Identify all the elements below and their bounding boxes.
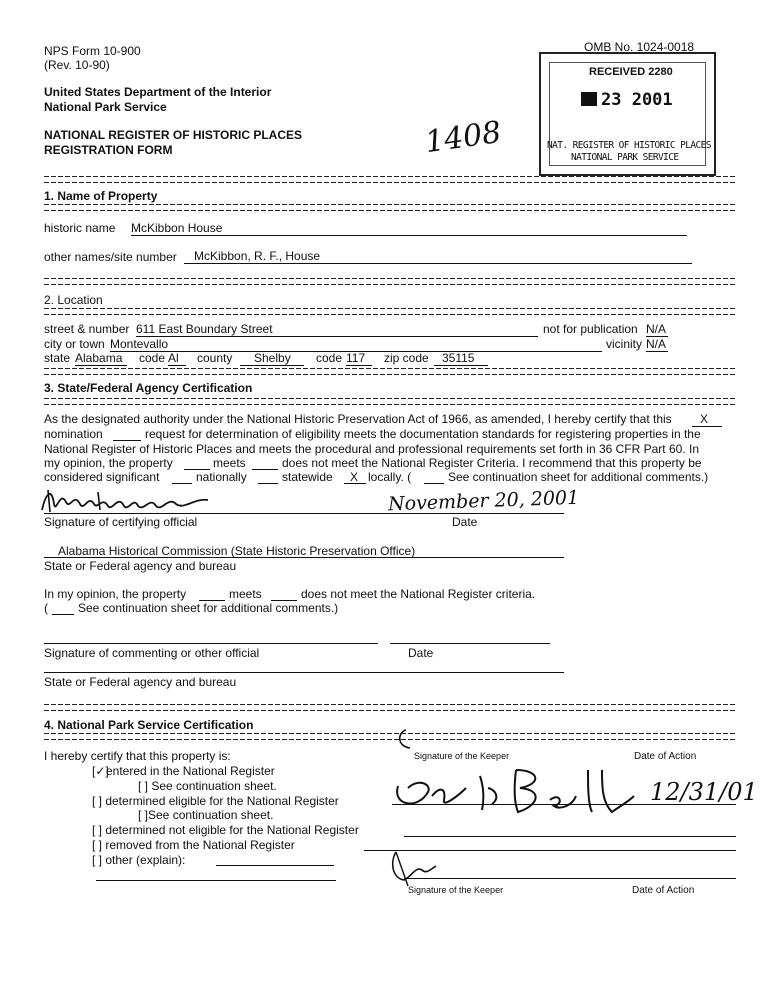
omb-number: OMB No. 1024-0018 <box>584 40 695 54</box>
locally-mark: X <box>350 470 359 484</box>
not-for-publication-label: not for publication <box>543 322 638 336</box>
option-entered-continuation: [ ] See continuation sheet. <box>138 779 277 793</box>
field-line <box>258 483 278 484</box>
section1-heading: 1. Name of Property <box>44 189 158 203</box>
field-line <box>52 614 74 615</box>
cert-para-line2a: nomination <box>44 427 103 441</box>
option-entered: entered in the National Register <box>106 764 275 778</box>
state-label: state <box>44 351 71 365</box>
opinion-text-d: See continuation sheet for additional comments.) <box>78 601 339 615</box>
city-label: city or town <box>44 337 105 351</box>
field-line <box>44 557 564 558</box>
keeper-signature <box>388 726 638 816</box>
county-value: Shelby <box>254 351 291 365</box>
field-line <box>136 336 538 337</box>
stamp-date: 23 2001 <box>601 90 673 110</box>
agency-value: Alabama Historical Commission (State Historic Preservation Office) <box>58 544 416 558</box>
certifying-signature <box>38 484 218 516</box>
certify-statement: I hereby certify that this property is: <box>44 749 231 763</box>
date-of-action-label: Date of Action <box>634 751 697 762</box>
stamp-month-blot <box>581 92 597 106</box>
state-value: Alabama <box>75 351 123 365</box>
field-line <box>131 235 687 236</box>
signature-line <box>44 513 564 514</box>
divider <box>44 308 736 315</box>
cert-para-line4c: does not meet the National Register Criteria. I recommend that this property be <box>282 456 702 470</box>
field-line <box>404 836 736 837</box>
option-not-eligible: [ ] determined not eligible for the National Register <box>92 823 359 837</box>
form-title-line1: NATIONAL REGISTER OF HISTORIC PLACES <box>44 128 303 142</box>
street-label: street & number <box>44 322 130 336</box>
cert-para-line5b: nationally <box>196 470 247 484</box>
cert-para-line3: National Register of Historic Places and meets the procedural and professional requirements set forth in 36 CFR Part 60. In <box>44 442 699 456</box>
certifying-date-label: Date <box>452 515 478 529</box>
opinion-text-c: does not meet the National Register criteria. <box>301 587 536 601</box>
field-line <box>113 440 141 441</box>
opinion-text-b: meets <box>229 587 262 601</box>
certifying-date-handwritten: November 20, 2001 <box>387 486 580 516</box>
divider <box>44 176 736 183</box>
date-of-action-value: 12/31/01 <box>650 778 758 806</box>
cert-para-line2b: request for determination of eligibility meets the documentation standards for registering properties in the <box>145 427 701 441</box>
keeper-signature-label-2: Signature of the Keeper <box>408 885 504 895</box>
option-removed: [ ] removed from the National Register <box>92 838 295 852</box>
section2-heading: 2. Location <box>44 293 103 307</box>
historic-name-value: McKibbon House <box>131 221 223 235</box>
section3-heading: 3. State/Federal Agency Certification <box>44 381 253 395</box>
handwritten-reference-number: 1408 <box>422 114 504 161</box>
field-line <box>184 263 692 264</box>
field-line <box>216 865 334 866</box>
date-of-action-label-2: Date of Action <box>632 885 695 896</box>
field-line <box>168 365 186 366</box>
form-revision: (Rev. 10-90) <box>44 58 110 72</box>
state-code-label: code <box>139 351 166 365</box>
field-line <box>434 365 488 366</box>
opinion-text-a: In my opinion, the property <box>44 587 187 601</box>
county-code-label: code <box>316 351 343 365</box>
street-value: 611 East Boundary Street <box>136 322 273 336</box>
divider <box>44 278 736 285</box>
field-line <box>424 483 444 484</box>
stamp-line2: NATIONAL PARK SERVICE <box>571 152 679 163</box>
opinion-paren: ( <box>44 601 48 615</box>
cert-para-line5a: considered significant <box>44 470 160 484</box>
section4-heading: 4. National Park Service Certification <box>44 718 254 732</box>
vicinity-value: N/A <box>646 337 667 351</box>
stamp-line1: NAT. REGISTER OF HISTORIC PLACES <box>547 140 711 151</box>
field-line <box>346 365 372 366</box>
stamp-received: RECEIVED 2280 <box>589 66 673 78</box>
county-code-value: 117 <box>346 351 366 365</box>
certifying-signature-label: Signature of certifying official <box>44 515 198 529</box>
form-number: NPS Form 10-900 <box>44 44 141 58</box>
entered-checkbox-mark: [✓] <box>92 764 109 778</box>
nomination-mark: X <box>700 412 709 426</box>
field-line <box>240 365 304 366</box>
date-line <box>390 643 550 644</box>
option-other: [ ] other (explain): <box>92 853 186 867</box>
option-eligible: [ ] determined eligible for the National Register <box>92 794 339 808</box>
field-line <box>344 483 366 484</box>
cert-para-line4a: my opinion, the property <box>44 456 173 470</box>
cert-para-line4b: meets <box>213 456 246 470</box>
city-value: Montevallo <box>110 337 169 351</box>
state-code-value: Al <box>168 351 179 365</box>
form-title-line2: REGISTRATION FORM <box>44 143 173 157</box>
cert-para-line5c: statewide <box>282 470 333 484</box>
cert-para-line5d: locally. ( <box>368 470 412 484</box>
county-label: county <box>197 351 233 365</box>
received-stamp <box>539 52 716 176</box>
service: National Park Service <box>44 100 167 114</box>
signature-line <box>392 804 736 805</box>
field-line <box>75 365 127 366</box>
commenting-signature-label: Signature of commenting or other official <box>44 646 260 660</box>
keeper-signature-label: Signature of the Keeper <box>414 751 510 761</box>
cert-para-line5e: See continuation sheet for additional comments.) <box>448 470 709 484</box>
cert-para-line1: As the designated authority under the National Historic Preservation Act of 1966, as amended, I hereby certify that this <box>44 412 672 426</box>
vicinity-label: vicinity <box>606 337 643 351</box>
field-line <box>44 672 564 673</box>
zip-label: zip code <box>384 351 429 365</box>
historic-name-label: historic name <box>44 221 116 235</box>
signature-line <box>44 643 378 644</box>
department: United States Department of the Interior <box>44 85 272 99</box>
field-line <box>646 351 668 352</box>
zip-value: 35115 <box>442 351 475 365</box>
divider <box>44 204 736 211</box>
divider <box>44 398 736 405</box>
agency-label: State or Federal agency and bureau <box>44 559 237 573</box>
option-eligible-continuation: [ ]See continuation sheet. <box>138 808 274 822</box>
divider <box>44 704 736 711</box>
agency2-label: State or Federal agency and bureau <box>44 675 237 689</box>
signature-line <box>404 878 736 879</box>
divider <box>44 368 736 375</box>
field-line <box>252 469 278 470</box>
not-for-publication-value: N/A <box>646 322 667 336</box>
other-names-label: other names/site number <box>44 250 177 264</box>
other-names-value: McKibbon, R. F., House <box>194 249 321 263</box>
commenting-date-label: Date <box>408 646 434 660</box>
field-line <box>96 880 336 881</box>
